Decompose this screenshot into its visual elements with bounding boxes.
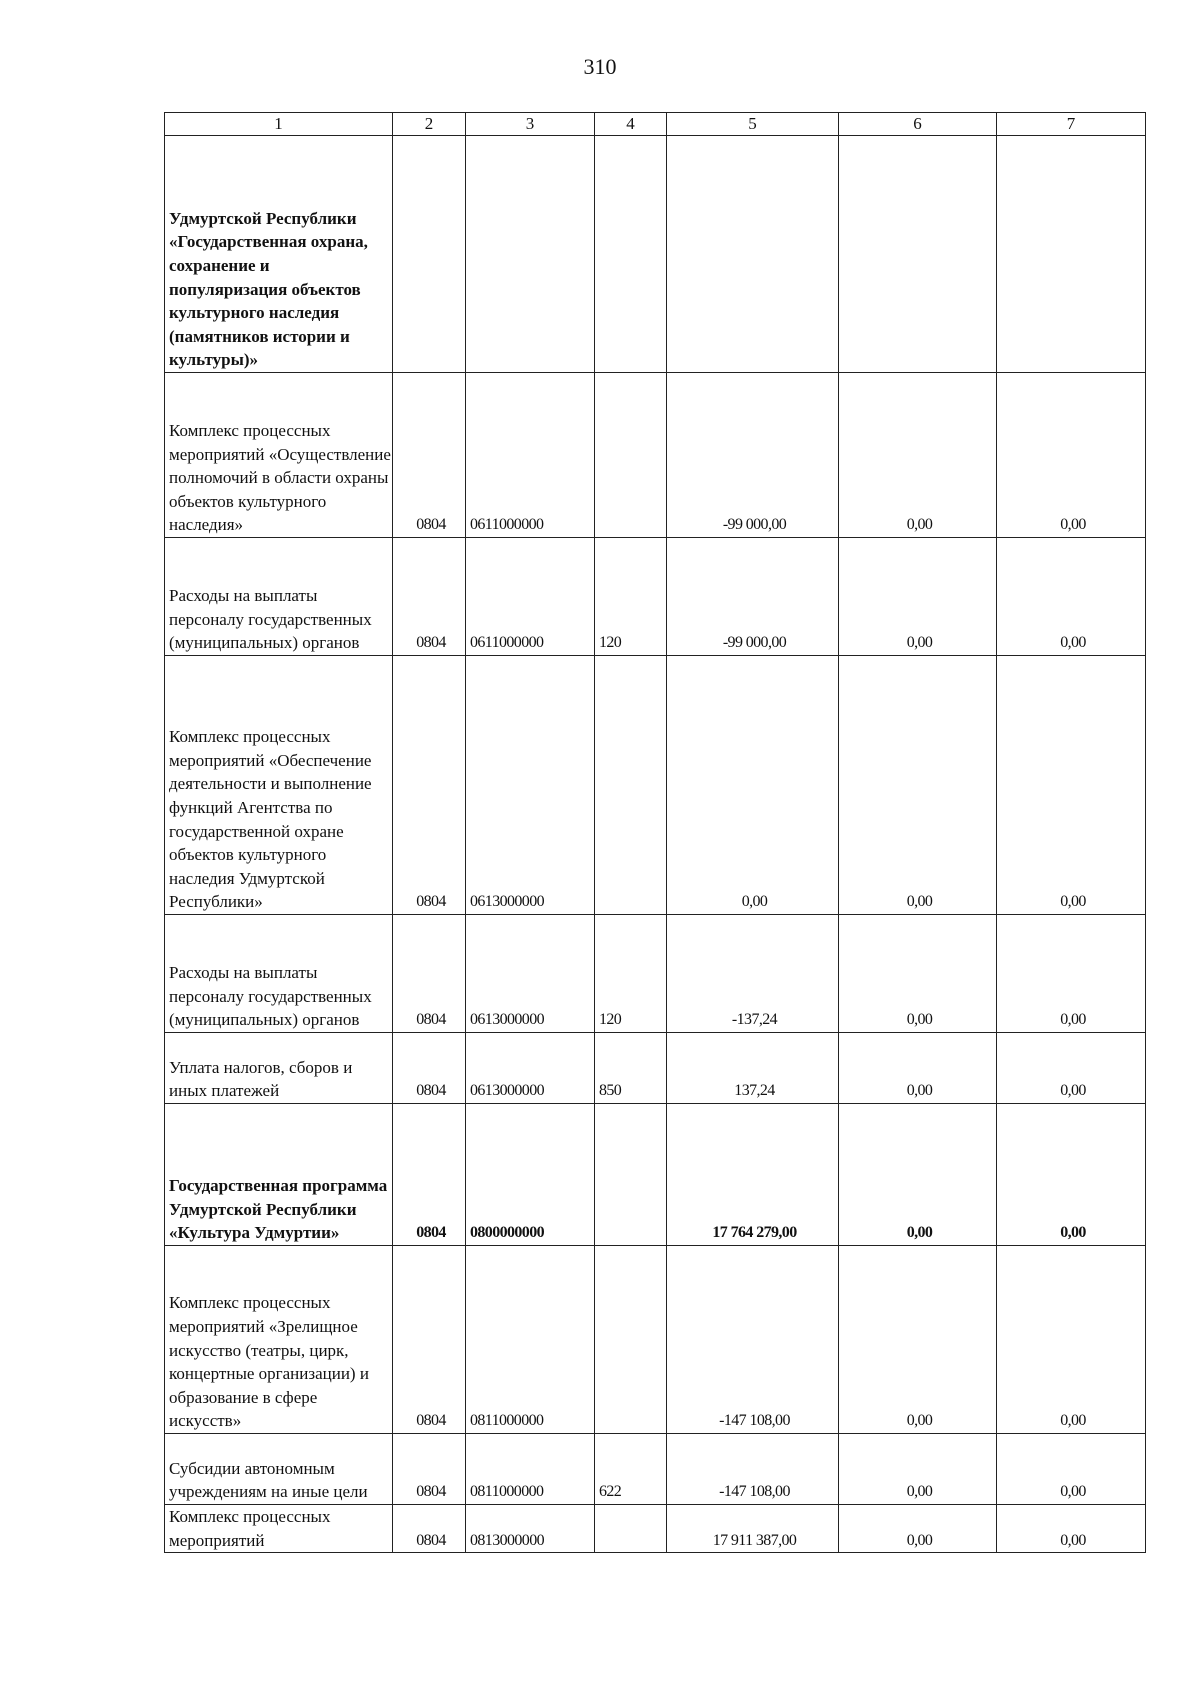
amount-col6: 0,00 (839, 656, 997, 915)
row-name: Субсидии автономным учреждениям на иные цели (165, 1434, 393, 1505)
target-code: 0813000000 (466, 1505, 595, 1553)
amount-col5: 17 764 279,00 (667, 1104, 839, 1246)
page-number: 310 (583, 54, 617, 79)
amount-col7: 0,00 (997, 915, 1146, 1033)
amount-col7: 0,00 (997, 538, 1146, 656)
amount-col7: 0,00 (997, 1505, 1146, 1553)
column-header: 7 (997, 113, 1146, 136)
target-code: 0613000000 (466, 1033, 595, 1104)
row-name: Комплекс процессных мероприятий «Осуществление полномочий в области охраны объектов культурного наследия» (165, 373, 393, 538)
table-row (165, 1434, 1146, 1505)
expense-code: 120 (595, 538, 667, 656)
row-name: Комплекс процессных мероприятий (165, 1505, 393, 1553)
section-code: 0804 (393, 1033, 466, 1104)
column-header: 1 (165, 113, 393, 136)
target-code: 0613000000 (466, 656, 595, 915)
amount-col7: 0,00 (997, 1104, 1146, 1246)
expense-code: 120 (595, 915, 667, 1033)
column-header: 5 (667, 113, 839, 136)
target-code: 0811000000 (466, 1434, 595, 1505)
expense-code: 850 (595, 1033, 667, 1104)
table-row (165, 538, 1146, 656)
target-code (466, 136, 595, 373)
target-code: 0611000000 (466, 373, 595, 538)
table-row (165, 1104, 1146, 1246)
column-header: 6 (839, 113, 997, 136)
row-name: Расходы на выплаты персоналу государственных (муниципальных) органов (165, 538, 393, 656)
section-code (393, 136, 466, 373)
amount-col5: 17 911 387,00 (667, 1505, 839, 1553)
amount-col7: 0,00 (997, 656, 1146, 915)
section-code: 0804 (393, 915, 466, 1033)
amount-col7: 0,00 (997, 373, 1146, 538)
column-header: 4 (595, 113, 667, 136)
row-name: Расходы на выплаты персоналу государственных (муниципальных) органов (165, 915, 393, 1033)
amount-col7: 0,00 (997, 1246, 1146, 1434)
table-row (165, 1246, 1146, 1434)
column-header: 2 (393, 113, 466, 136)
amount-col5: 137,24 (667, 1033, 839, 1104)
amount-col6: 0,00 (839, 373, 997, 538)
section-code: 0804 (393, 1104, 466, 1246)
amount-col7: 0,00 (997, 1033, 1146, 1104)
amount-col6: 0,00 (839, 1104, 997, 1246)
section-code: 0804 (393, 1434, 466, 1505)
column-header: 3 (466, 113, 595, 136)
section-code: 0804 (393, 373, 466, 538)
row-name: Удмуртской Республики «Государственная охрана, сохранение и популяризация объектов культурного наследия (памятников истории и культуры)» (165, 136, 393, 373)
budget-table (164, 112, 1146, 1553)
table-header-row (165, 113, 1146, 136)
row-name: Комплекс процессных мероприятий «Обеспечение деятельности и выполнение функций Агентства по государственной охране объектов культурного наследия Удмуртской Республики» (165, 656, 393, 915)
table-row (165, 1505, 1146, 1553)
amount-col6: 0,00 (839, 915, 997, 1033)
target-code: 0800000000 (466, 1104, 595, 1246)
target-code: 0613000000 (466, 915, 595, 1033)
expense-code (595, 656, 667, 915)
row-name: Государственная программа Удмуртской Республики «Культура Удмуртии» (165, 1104, 393, 1246)
expense-code (595, 1104, 667, 1246)
table-row (165, 915, 1146, 1033)
table-row (165, 136, 1146, 373)
amount-col5: -147 108,00 (667, 1434, 839, 1505)
row-name: Уплата налогов, сборов и иных платежей (165, 1033, 393, 1104)
amount-col6: 0,00 (839, 1434, 997, 1505)
amount-col5 (667, 136, 839, 373)
table-row (165, 373, 1146, 538)
amount-col7: 0,00 (997, 1434, 1146, 1505)
amount-col5: -99 000,00 (667, 538, 839, 656)
section-code: 0804 (393, 1505, 466, 1553)
amount-col6 (839, 136, 997, 373)
amount-col5: -137,24 (667, 915, 839, 1033)
amount-col5: -99 000,00 (667, 373, 839, 538)
expense-code: 622 (595, 1434, 667, 1505)
amount-col6: 0,00 (839, 538, 997, 656)
target-code: 0811000000 (466, 1246, 595, 1434)
table-body (165, 136, 1146, 1553)
amount-col7 (997, 136, 1146, 373)
row-name: Комплекс процессных мероприятий «Зрелищное искусство (театры, цирк, концертные организации) и образование в сфере искусств» (165, 1246, 393, 1434)
amount-col5: 0,00 (667, 656, 839, 915)
amount-col6: 0,00 (839, 1246, 997, 1434)
section-code: 0804 (393, 656, 466, 915)
amount-col6: 0,00 (839, 1033, 997, 1104)
table-row (165, 1033, 1146, 1104)
expense-code (595, 1246, 667, 1434)
section-code: 0804 (393, 538, 466, 656)
expense-code (595, 136, 667, 373)
table-row (165, 656, 1146, 915)
section-code: 0804 (393, 1246, 466, 1434)
amount-col6: 0,00 (839, 1505, 997, 1553)
expense-code (595, 373, 667, 538)
target-code: 0611000000 (466, 538, 595, 656)
expense-code (595, 1505, 667, 1553)
amount-col5: -147 108,00 (667, 1246, 839, 1434)
